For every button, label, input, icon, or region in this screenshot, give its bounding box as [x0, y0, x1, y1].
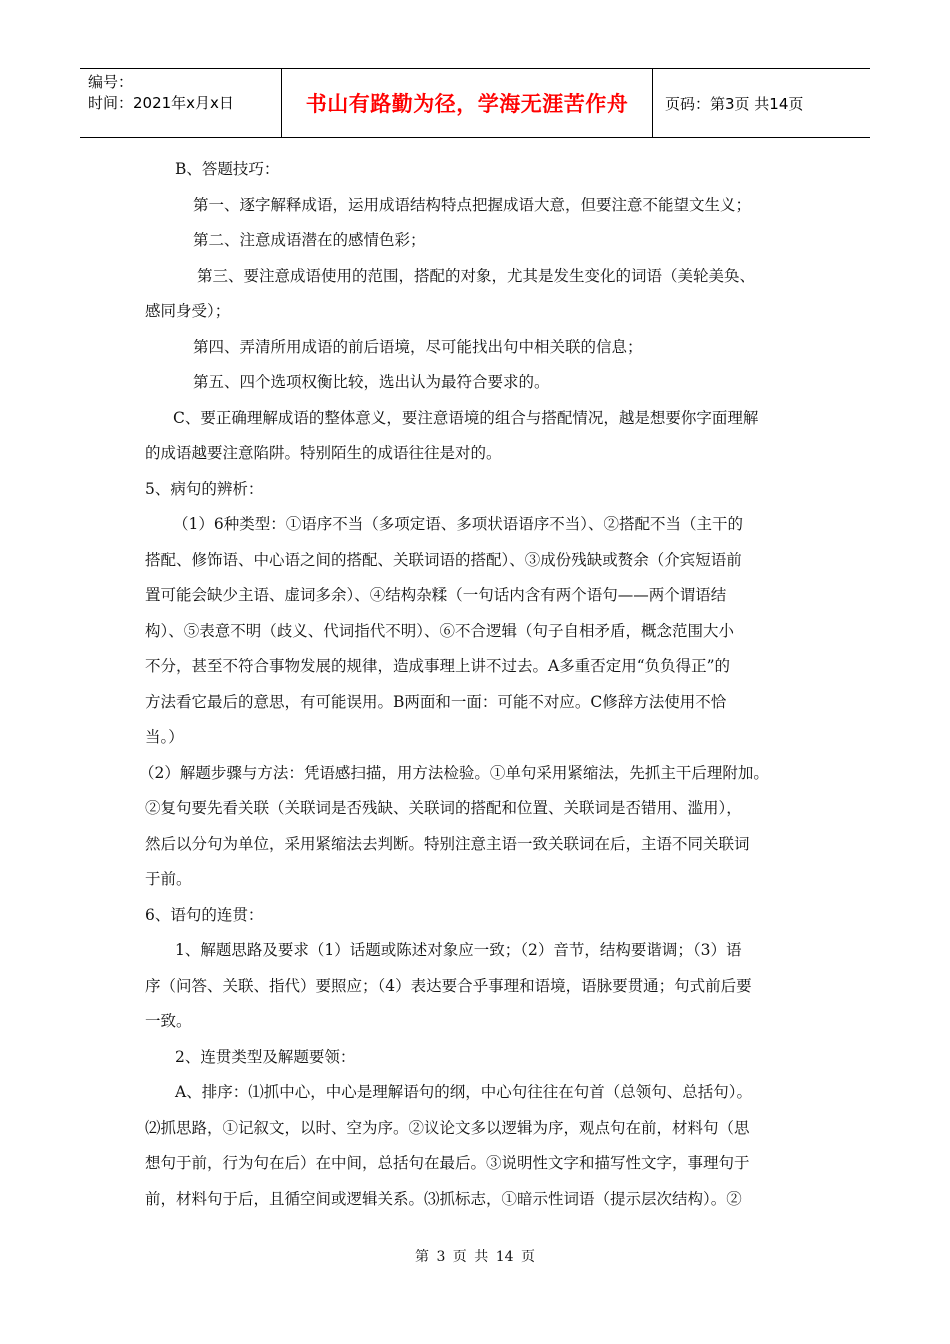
- text-line: 搭配、修饰语、中心语之间的搭配、关联词语的搭配）、③成份残缺或赘余（介宾短语前: [145, 550, 742, 569]
- number-label: 编号：: [88, 73, 134, 91]
- text-line: 置可能会缺少主语、虚词多余）、④结构杂糅（一句话内含有两个语句——两个谓语结: [145, 586, 727, 604]
- text-line: 一致。: [145, 1012, 192, 1030]
- header-meta-cell: [80, 69, 282, 137]
- text-line: 序（问答、关联、指代）要照应；（4）表达要合乎事理和语境，语脉要贯通；句式前后要: [145, 976, 752, 995]
- text-line: B、答题技巧：: [175, 160, 280, 178]
- text-line: 前，材料句于后，且循空间或逻辑关系。⑶抓标志，①暗示性词语（提示层次结构）。②: [145, 1189, 742, 1208]
- text-line: 于前。: [145, 870, 192, 888]
- text-line: （2）解题步骤与方法：凭语感扫描，用方法检验。①单句采用紧缩法，先抓主干后理附加。: [139, 763, 769, 782]
- text-line: 不分，甚至不符合事物发展的规律，造成事理上讲不过去。A多重否定用“负负得正”的: [145, 657, 731, 675]
- document-body: [139, 152, 815, 1217]
- text-line: 1、解题思路及要求（1）话题或陈述对象应一致；（2）音节，结构要谐调；（3）语: [175, 941, 742, 959]
- text-line: 第二、注意成语潜在的感情色彩；: [193, 231, 426, 249]
- text-line: 方法看它最后的意思，有可能误用。B两面和一面：可能不对应。C修辞方法使用不恰: [145, 692, 727, 711]
- text-line: 感同身受）；: [145, 302, 231, 320]
- header-table: [80, 68, 870, 138]
- text-line: 2、连贯类型及解题要领：: [175, 1047, 356, 1066]
- text-line: 第四、弄清所用成语的前后语境，尽可能找出句中相关联的信息；: [193, 337, 643, 356]
- page-footer: 第 3 页 共 14 页: [415, 1249, 535, 1265]
- text-line: 想句于前，行为句在后）在中间，总括句在最后。③说明性文字和描写性文字，事理句于: [145, 1154, 750, 1172]
- text-line: 然后以分句为单位，采用紧缩法去判断。特别注意主语一致关联词在后，主语不同关联词: [145, 834, 750, 853]
- text-line: 当。）: [145, 728, 184, 746]
- page-info: 页码：第3页 共14页: [665, 94, 804, 113]
- text-line: 第三、要注意成语使用的范围，搭配的对象，尤其是发生变化的词语（美轮美奂、: [197, 266, 756, 285]
- text-line: 5、病句的辨析：: [145, 479, 264, 498]
- text-line: 6、语句的连贯：: [145, 905, 264, 924]
- motto: 书山有路勤为径，学海无涯苦作舟: [282, 69, 653, 137]
- text-line: （1）6种类型：①语序不当（多项定语、多项状语语序不当）、②搭配不当（主干的: [173, 515, 743, 533]
- text-line: 第五、四个选项权衡比较，选出认为最符合要求的。: [193, 373, 550, 391]
- text-line: ②复句要先看关联（关联词是否残缺、关联词的搭配和位置、关联词是否错用、滥用），: [145, 799, 742, 817]
- text-line: 的成语越要注意陷阱。特别陌生的成语往往是对的。: [145, 444, 502, 462]
- text-line: C、要正确理解成语的整体意义，要注意语境的组合与搭配情况，越是想要你字面理解: [173, 408, 759, 427]
- date-label: 时间：2021年x月x日: [88, 94, 234, 112]
- text-line: 构）、⑤表意不明（歧义、代词指代不明）、⑥不合逻辑（句子自相矛盾，概念范围大小: [145, 621, 735, 640]
- text-line: ⑵抓思路，①记叙文，以时、空为序。②议论文多以逻辑为序，观点句在前，材料句（思: [145, 1118, 750, 1137]
- text-line: A、排序：⑴抓中心，中心是理解语句的纲，中心句往往在句首（总领句、总括句）。: [175, 1083, 752, 1101]
- text-line: 第一、逐字解释成语，运用成语结构特点把握成语大意，但要注意不能望文生义；: [193, 195, 752, 214]
